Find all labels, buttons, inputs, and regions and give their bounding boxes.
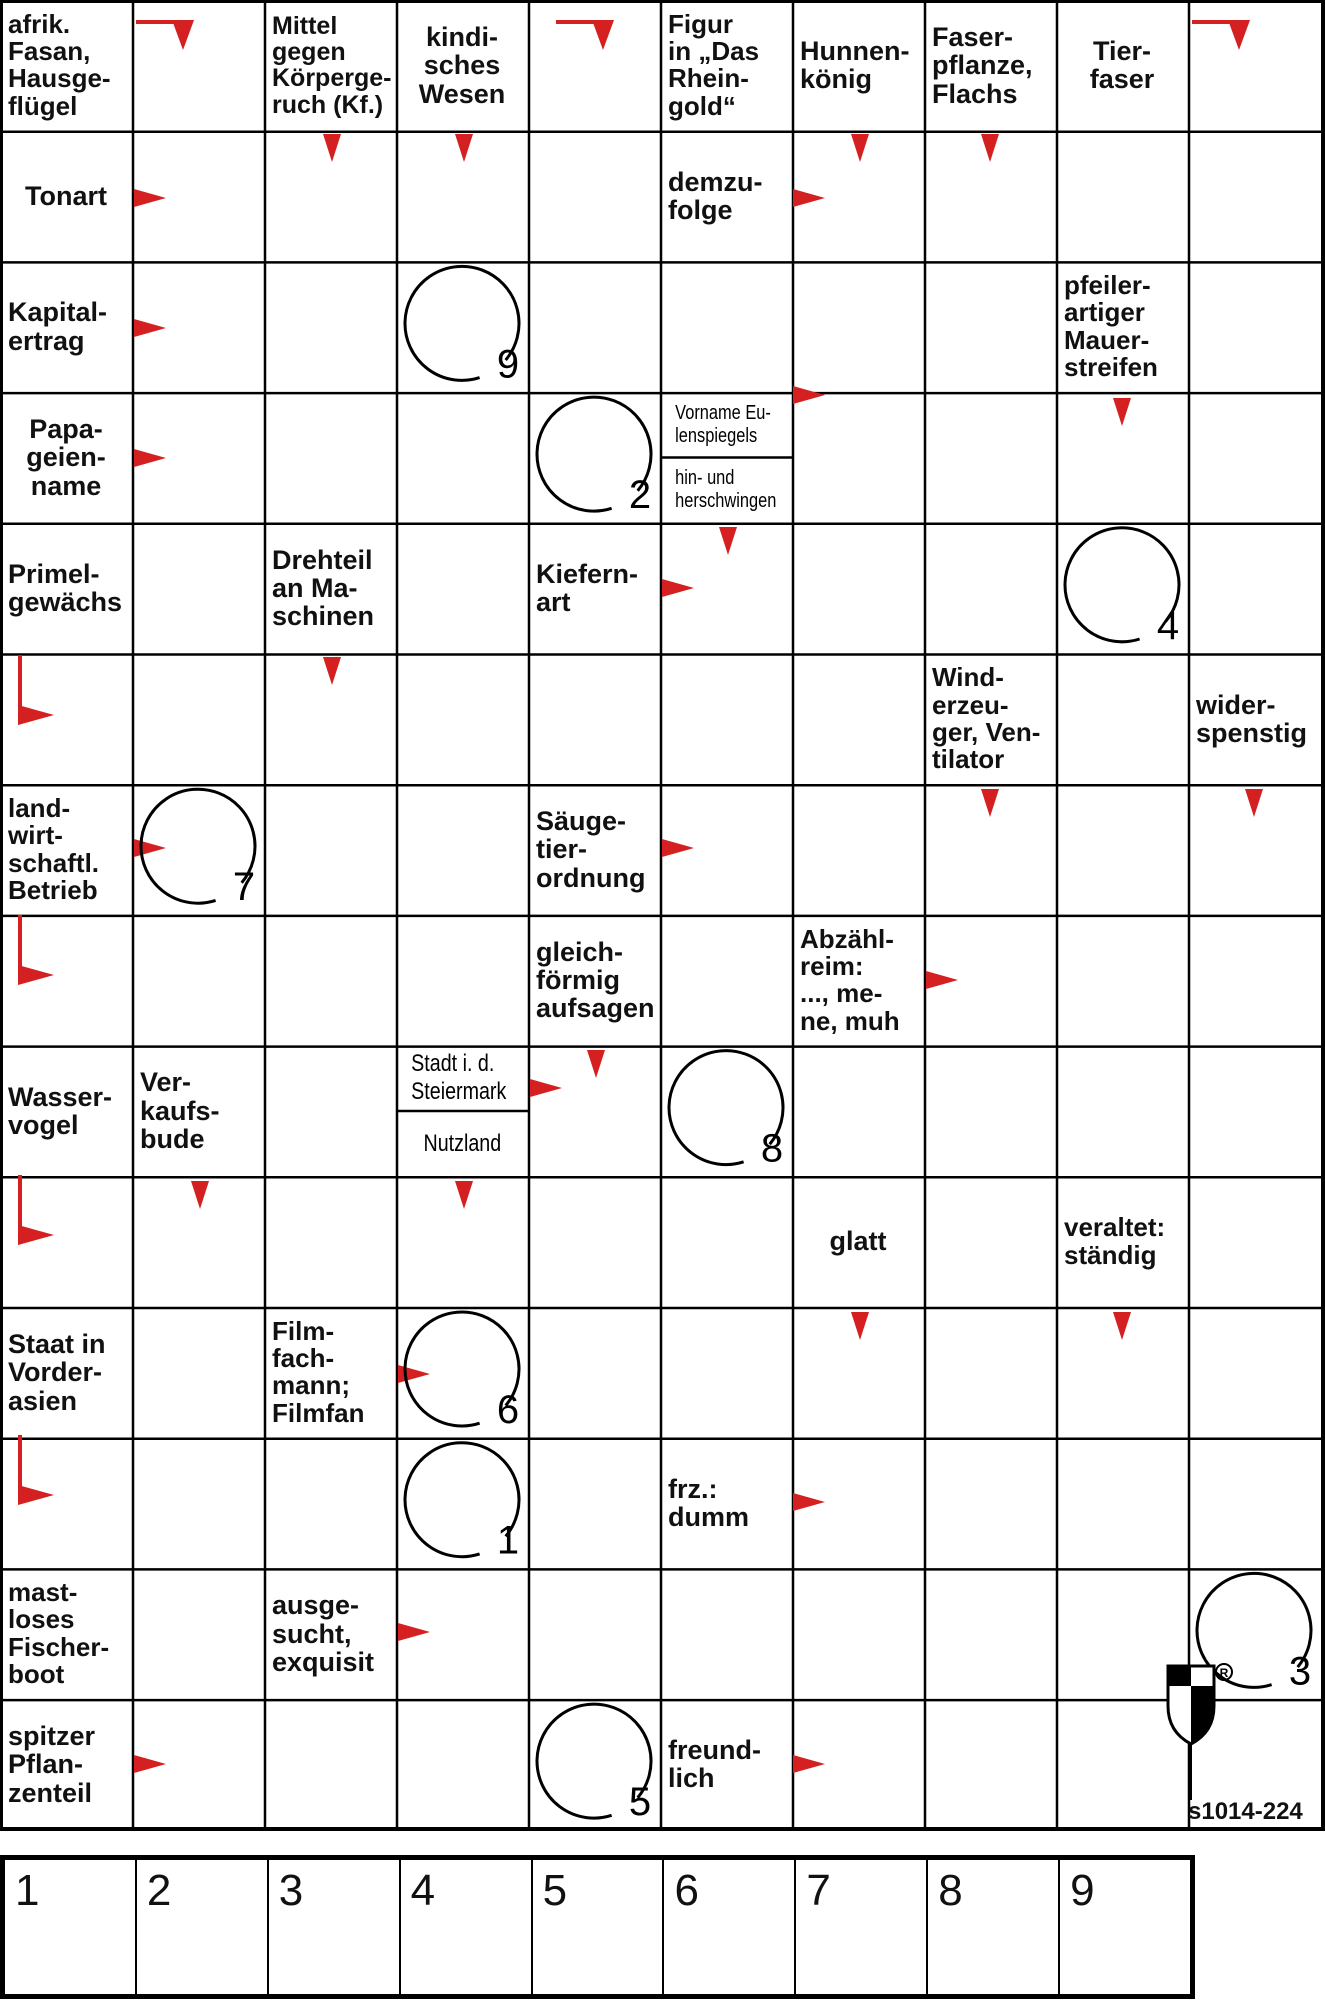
clue-cell <box>660 0 792 131</box>
clue-cell <box>660 1438 792 1569</box>
clue-cell <box>264 1307 396 1438</box>
clue-text: Abzähl- reim: ..., me- ne, muh <box>800 923 900 1036</box>
clue-cell <box>1056 261 1188 392</box>
clue-text: Tier- faser <box>1089 36 1155 95</box>
circle-number: 3 <box>1288 1649 1312 1694</box>
solution-number: 6 <box>674 1866 699 1915</box>
clue-cell <box>0 131 132 262</box>
clue-text: gleich- förmig aufsagen <box>536 936 655 1024</box>
clue-cell <box>528 523 660 654</box>
clue-text: pfeiler- artiger Mauer- streifen <box>1064 270 1158 383</box>
clue-cell <box>0 784 132 915</box>
circle-number: 8 <box>760 1126 784 1171</box>
solution-cell[interactable] <box>137 1860 269 1994</box>
clue-text: afrik. Fasan, Hausge- flügel <box>8 8 111 121</box>
svg-text:R: R <box>1219 1666 1229 1680</box>
clue-text: hin- und herschwingen <box>675 467 777 513</box>
clue-cell <box>792 915 924 1046</box>
solution-cell[interactable] <box>1060 1860 1190 1994</box>
clue-text: mast- loses Fischer- boot <box>8 1577 110 1690</box>
clue-text: Figur in „Das Rhein- gold“ <box>668 8 760 121</box>
clue-text: Säuge- tier- ordnung <box>536 806 646 893</box>
clue-text: Ver- kaufs- bude <box>140 1067 220 1155</box>
solution-row <box>0 1855 1195 1999</box>
circle-number: 1 <box>496 1518 520 1563</box>
clue-cell <box>396 1046 528 1177</box>
clue-cell <box>0 523 132 654</box>
clue-text: Wind- erzeu- ger, Ven- tilator <box>932 662 1041 775</box>
clue-cell <box>528 915 660 1046</box>
clue-text: wider- spenstig <box>1196 689 1308 748</box>
clue-text: land- wirt- schaftl. Betrieb <box>8 792 100 905</box>
clue-cell <box>0 0 132 131</box>
clue-cell <box>660 1699 792 1830</box>
clue-text: Stadt i. d. Steiermark <box>411 1050 507 1106</box>
clue-cell <box>924 0 1056 131</box>
clue-cell <box>0 1568 132 1699</box>
clue-cell <box>264 1568 396 1699</box>
clue-text: kindi- sches Wesen <box>418 21 506 109</box>
clue-text: spitzer Pflan- zenteil <box>8 1720 96 1808</box>
solution-number: 9 <box>1070 1866 1095 1915</box>
clue-cell <box>1056 1176 1188 1307</box>
clue-cell <box>1056 0 1188 131</box>
circle-number: 9 <box>496 342 520 387</box>
clue-text: Kapital- ertrag <box>8 297 108 356</box>
clue-cell <box>1188 654 1320 785</box>
solution-number: 4 <box>410 1866 436 1915</box>
clue-cell <box>660 392 792 523</box>
solution-number: 1 <box>15 1866 40 1915</box>
solution-number: 8 <box>938 1866 963 1915</box>
clue-text: Primel- gewächs <box>8 558 123 618</box>
clue-cell <box>660 131 792 262</box>
clue-cell <box>528 784 660 915</box>
clue-text: Papa- geien- name <box>26 413 106 501</box>
clue-text: veraltet: ständig <box>1064 1212 1166 1270</box>
clue-cell <box>792 1176 924 1307</box>
circle-number: 2 <box>628 473 652 518</box>
clue-cell <box>924 654 1056 785</box>
clue-text: Kiefern- art <box>536 558 639 618</box>
clue-text: Film- fach- mann; Filmfan <box>272 1315 365 1428</box>
clue-cell <box>0 392 132 523</box>
clue-cell <box>264 0 396 131</box>
clue-text: Hunnen- könig <box>800 36 910 95</box>
clue-text: Mittel gegen Körperge- ruch (Kf.) <box>272 11 392 119</box>
clue-text: Tonart <box>25 180 107 211</box>
solution-number: 5 <box>542 1866 568 1915</box>
clue-text: Wasser- vogel <box>8 1081 113 1140</box>
clue-text: frz.: dumm <box>668 1473 749 1533</box>
circle-number: 6 <box>496 1388 520 1432</box>
clue-text: Drehteil an Ma- schinen <box>272 544 375 632</box>
circle-number: 5 <box>628 1780 652 1825</box>
solution-cell[interactable] <box>533 1860 665 1994</box>
solution-cell[interactable] <box>269 1860 401 1994</box>
solution-number: 3 <box>278 1866 304 1915</box>
clue-cell <box>0 1046 132 1177</box>
solution-cell[interactable] <box>796 1860 928 1994</box>
clue-text: Vorname Eu- lenspiegels <box>675 401 771 447</box>
clue-cell <box>0 1307 132 1438</box>
clue-text: Staat in Vorder- asien <box>8 1328 106 1416</box>
clue-text: glatt <box>829 1226 887 1257</box>
clue-text: Faser- pflanze, Flachs <box>932 21 1033 109</box>
clue-cell <box>396 0 528 131</box>
clue-text: freund- lich <box>668 1735 761 1794</box>
clue-cell <box>0 261 132 392</box>
clue-text: Nutzland <box>423 1129 501 1157</box>
clue-cell <box>264 523 396 654</box>
solution-cell[interactable] <box>928 1860 1060 1994</box>
clue-cell <box>792 0 924 131</box>
circle-number: 4 <box>1156 603 1180 648</box>
solution-cell[interactable] <box>5 1860 137 1994</box>
solution-cell[interactable] <box>401 1860 533 1994</box>
solution-number: 2 <box>146 1866 172 1915</box>
puzzle-code: s1014-224 <box>1188 1798 1303 1825</box>
clue-cell <box>0 1699 132 1830</box>
solution-number: 7 <box>806 1866 831 1915</box>
clue-cell <box>132 1046 264 1177</box>
solution-cell[interactable] <box>664 1860 796 1994</box>
clue-text: demzu- folge <box>668 166 763 226</box>
circle-number: 7 <box>232 865 256 910</box>
clue-text: ausge- sucht, exquisit <box>272 1590 375 1677</box>
